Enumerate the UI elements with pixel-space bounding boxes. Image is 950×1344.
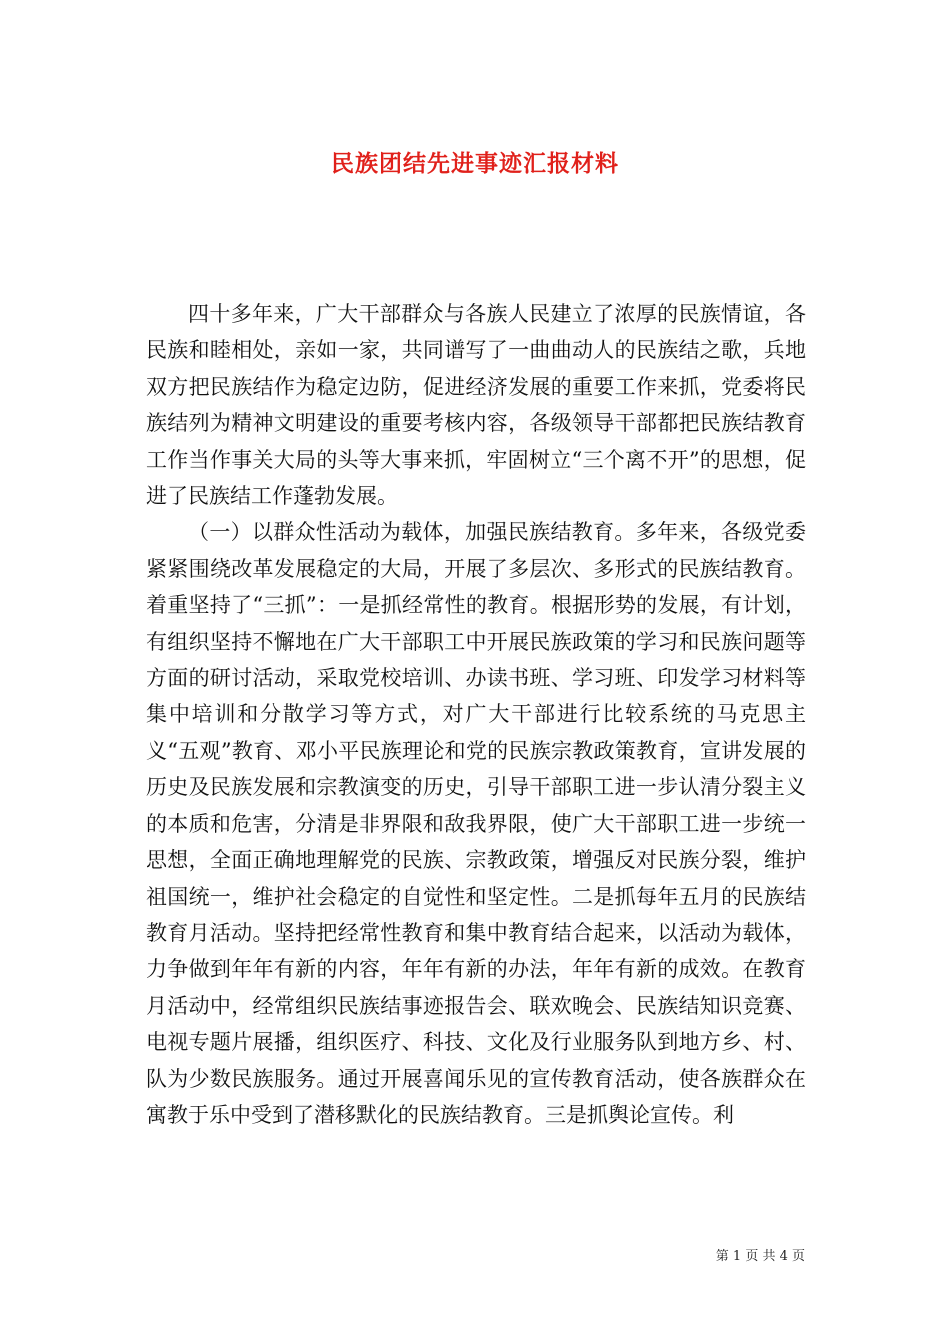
document-body <box>146 296 806 1133</box>
paragraph-intro: 四十多年来，广大干部群众与各族人民建立了浓厚的民族情谊，各民族和睦相处，亲如一家，共同谱写了一曲曲动人的民族结之歌，兵地双方把民族结作为稳定边防，促进经济发展的重要工作来抓，党委将民族结列为精神文明建设的重要考核内容，各级领导干部都把民族结教育工作当作事关大局的头等大事来抓，牢固树立“三个离不开”的思想，促进了民族结工作蓬勃发展。 <box>146 302 806 509</box>
document-title: 民族团结先进事迹汇报材料 <box>331 150 619 178</box>
paragraph-section-one: （一）以群众性活动为载体，加强民族结教育。多年来，各级党委紧紧围绕改革发展稳定的大局，开展了多层次、多形式的民族结教育。着重坚持了“三抓”：一是抓经常性的教育。根据形势的发展，有计划，有组织坚持不懈地在广大干部职工中开展民族政策的学习和民族问题等方面的研讨活动，采取党校培训、办读书班、学习班、印发学习材料等集中培训和分散学习等方式，对广大干部进行比较系统的马克思主义“五观”教育、邓小平民族理论和党的民族宗教政策教育，宣讲发展的历史及民族发展和宗教演变的历史，引导干部职工进一步认清分裂主义的本质和危害，分清是非界限和敌我界限，使广大干部职工进一步统一思想，全面正确地理解党的民族、宗教政策，增强反对民族分裂，维护祖国统一，维护社会稳定的自觉性和坚定性。二是抓每年五月的民族结教育月活动。坚持把经常性教育和集中教育结合起来，以活动为载体，力争做到年年有新的内容，年年有新的办法，年年有新的成效。在教育月活动中，经常组织民族结事迹报告会、联欢晚会、民族结知识竞赛、电视专题片展播，组织医疗、科技、文化及行业服务队到地方乡、村、队为少数民族服务。通过开展喜闻乐见的宣传教育活动，使各族群众在寓教于乐中受到了潜移默化的民族结教育。三是抓舆论宣传。利 <box>146 520 806 1127</box>
page-number-footer: 第 1 页 共 4 页 <box>715 1249 805 1264</box>
